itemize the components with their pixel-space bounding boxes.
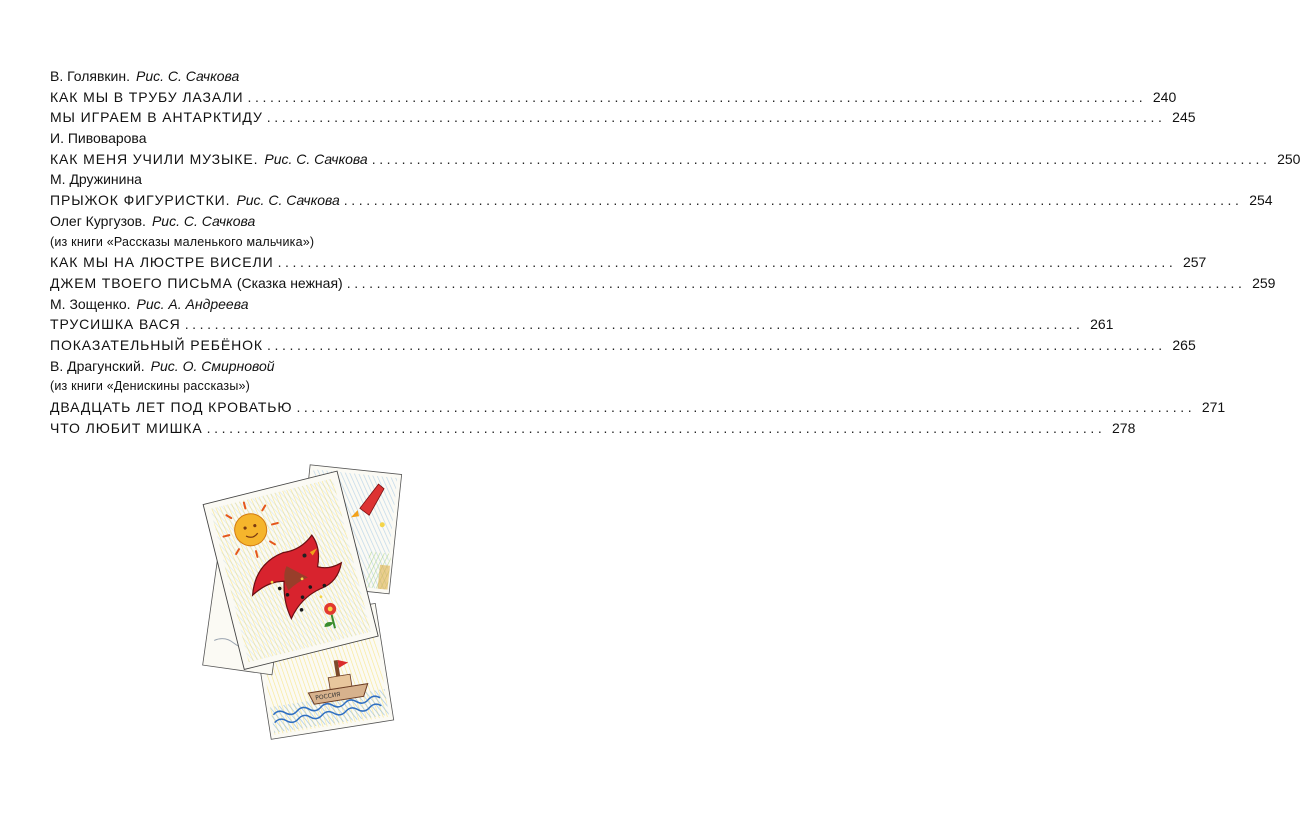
entry-title-text: КАК МЫ НА ЛЮСТРЕ ВИСЕЛИ <box>50 254 274 271</box>
author-heading <box>50 128 536 149</box>
toc-entry <box>50 397 1226 418</box>
dot-leader: ........................................................................................................................ <box>346 274 1246 291</box>
author-heading <box>50 356 536 377</box>
source-note: (из книги «Денискины рассказы») <box>50 379 251 394</box>
children-drawings-icon <box>196 466 408 746</box>
toc-entry-title[interactable] <box>50 397 292 418</box>
toc-entry <box>50 314 1114 335</box>
illustrator-credit: Рис. О. Смирновой <box>150 357 275 374</box>
source-note: (из книги «Рассказы маленького мальчика») <box>50 234 315 249</box>
page-number: 250 <box>1277 150 1300 167</box>
entry-title-text: КАК МЕНЯ УЧИЛИ МУЗЫКЕ. <box>50 150 259 167</box>
toc-entry <box>50 87 1177 108</box>
dot-leader: ........................................................................................................................ <box>343 192 1243 209</box>
table-of-contents <box>50 66 1300 438</box>
page-number: 254 <box>1249 192 1273 209</box>
illustrator-credit: Рис. А. Андреева <box>136 295 249 312</box>
illustrator-credit: Рис. С. Сачкова <box>264 150 368 167</box>
illustrator-credit: Рис. С. Сачкова <box>136 68 240 84</box>
entry-title-text: ПРЫЖОК ФИГУРИСТКИ. <box>50 192 231 209</box>
toc-entry-title[interactable] <box>50 149 368 170</box>
toc-entry-title[interactable] <box>50 314 181 335</box>
author-heading <box>50 294 536 315</box>
page-number: 278 <box>1112 419 1136 436</box>
author-name: И. Пивоварова <box>50 130 147 147</box>
toc-entry <box>50 107 1196 128</box>
author-name: Олег Кургузов. <box>50 212 146 229</box>
page-number: 271 <box>1201 399 1226 415</box>
toc-entry <box>50 273 1276 294</box>
drawings-illustration <box>196 466 408 746</box>
toc-entry <box>50 149 1300 170</box>
toc-entry-title[interactable] <box>50 252 274 273</box>
page-number: 265 <box>1172 336 1196 353</box>
toc-entry-title[interactable] <box>50 87 243 108</box>
entry-title-text: ТРУСИШКА ВАСЯ <box>50 316 181 333</box>
illustrator-credit: Рис. С. Сачкова <box>236 192 340 209</box>
toc-entry <box>50 252 1207 273</box>
dot-leader: ........................................................................................................................ <box>266 336 1166 353</box>
dot-leader: ........................................................................................................................ <box>371 150 1271 167</box>
toc-entry-title[interactable] <box>50 273 343 294</box>
page-number: 240 <box>1152 88 1177 105</box>
author-name: В. Голявкин. <box>50 68 130 84</box>
dot-leader: ........................................................................................................................ <box>296 399 1196 415</box>
toc-entry-title[interactable] <box>50 335 263 356</box>
entry-title-text: КАК МЫ В ТРУБУ ЛАЗАЛИ <box>50 88 244 105</box>
dot-leader: ........................................................................................................................ <box>184 316 1084 333</box>
page-number: 261 <box>1090 316 1114 333</box>
toc-entry <box>50 418 1136 439</box>
entry-title-text: ДВАДЦАТЬ ЛЕТ ПОД КРОВАТЬЮ <box>50 399 293 415</box>
page-number: 245 <box>1172 109 1196 126</box>
author-name: М. Дружинина <box>50 171 142 188</box>
toc-entry-title[interactable] <box>50 190 340 211</box>
toc-entry <box>50 335 1196 356</box>
entry-title-text: МЫ ИГРАЕМ В АНТАРКТИДУ <box>50 109 263 126</box>
dot-leader: ........................................................................................................................ <box>266 109 1166 126</box>
toc-entry-title[interactable] <box>50 107 263 128</box>
author-heading <box>50 66 536 87</box>
page-number: 257 <box>1182 254 1207 271</box>
entry-subtitle: (Сказка нежная) <box>236 274 343 291</box>
toc-entry <box>50 190 1273 211</box>
illustrator-credit: Рис. С. Сачкова <box>151 212 256 229</box>
author-heading <box>50 169 536 190</box>
page-number: 259 <box>1252 274 1276 291</box>
toc-entry-title[interactable] <box>50 418 203 439</box>
dot-leader: ........................................................................................................................ <box>247 88 1147 105</box>
author-name: В. Драгунский. <box>50 357 145 374</box>
svg-text:РОССИЯ: РОССИЯ <box>314 691 342 702</box>
author-name: М. Зощенко. <box>50 295 131 312</box>
author-heading <box>50 211 536 232</box>
dot-leader: ........................................................................................................................ <box>206 419 1106 436</box>
dot-leader: ........................................................................................................................ <box>277 254 1177 271</box>
entry-title-text: ЧТО ЛЮБИТ МИШКА <box>50 419 203 436</box>
entry-title-text: ПОКАЗАТЕЛЬНЫЙ РЕБЁНОК <box>50 336 263 353</box>
entry-title-text: ДЖЕМ ТВОЕГО ПИСЬМА <box>50 274 233 291</box>
